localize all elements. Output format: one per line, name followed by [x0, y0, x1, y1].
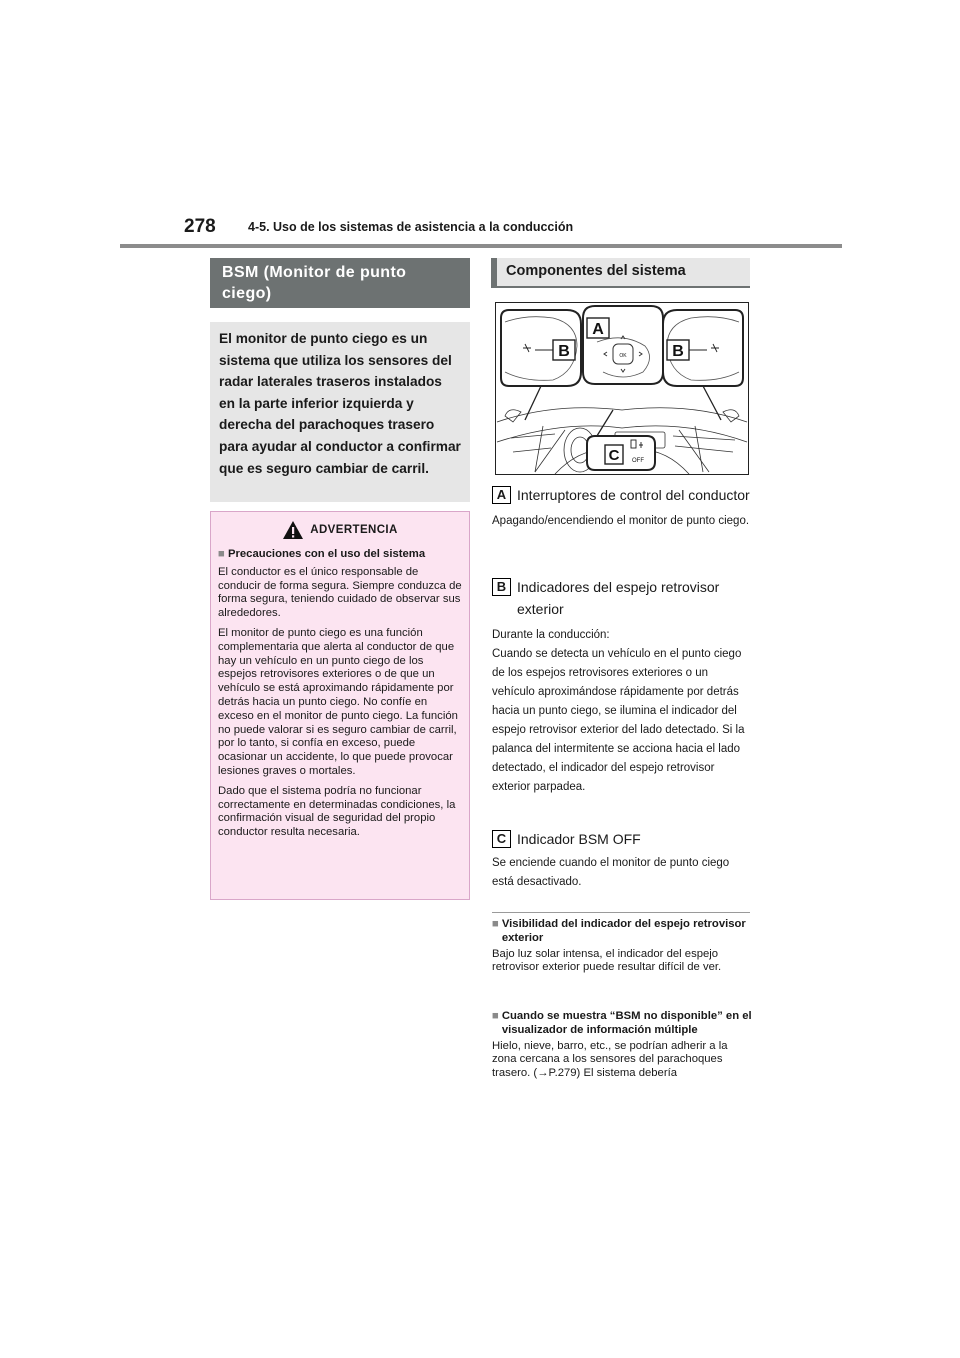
warning-box — [210, 511, 470, 900]
item-c — [492, 828, 752, 892]
section-title: 4-5. Uso de los sistemas de asistencia a la conducción — [248, 220, 574, 234]
item-b-title: Indicadores del espejo retrovisor exterior — [517, 579, 720, 617]
item-c-desc-block — [492, 854, 752, 892]
diagram-label-b-right: B — [672, 343, 684, 360]
page-number: 278 — [184, 216, 216, 237]
components-heading: Componentes del sistema — [491, 258, 750, 288]
item-b-title-row — [492, 576, 752, 620]
note-visibility-heading-row — [492, 918, 752, 946]
square-bullet-icon: ■ — [492, 1010, 499, 1022]
note-unavailable-heading: Cuando se muestra “BSM no disponible” en el visualizador de información múltiple — [501, 1010, 752, 1036]
warning-subheading-text: Precauciones con el uso del sistema — [227, 548, 426, 560]
warning-label: ADVERTENCIA — [310, 524, 398, 536]
diagram-label-a: A — [592, 321, 604, 338]
item-c-title-row — [492, 828, 752, 850]
bsm-heading: BSM (Monitor de punto ciego) — [210, 258, 470, 308]
warning-paragraph: El monitor de punto ciego es una función complementaria que alerta al conductor de que hay un vehículo en un punto ciego de los espejos retrovisores exteriores o de que un vehículo se está aproximando rápidamente por detrás hacia un punto ciego. No confíe en exceso en el monitor de punto ciego. La función no puede valorar si es seguro cambiar de carril, por lo tanto, si confía en exceso, puede ocasionar un accidente, lo que puede provocar lesiones graves o mortales. — [218, 626, 458, 777]
note-unavailable — [492, 1010, 752, 1081]
note-visibility — [492, 918, 752, 975]
system-components-diagram — [495, 302, 749, 475]
item-c-letter-box: C — [492, 830, 511, 848]
diagram-label-c: C — [608, 447, 620, 464]
warning-body — [211, 544, 469, 840]
note-visibility-text: Bajo luz solar intensa, el indicador del espejo retrovisor exterior puede resultar difícil de ver. — [492, 947, 722, 974]
intro-box: El monitor de punto ciego es un sistema que utiliza los sensores del radar laterales traseros instalados en la parte inferior izquierda y derecha del parachoques trasero para ayudar al conductor a confirmar que es seguro cambiar de carril. — [210, 322, 470, 502]
item-c-title: Indicador BSM OFF — [517, 831, 641, 847]
item-c-desc: Se enciende cuando el monitor de punto ciego está desactivado. — [492, 857, 730, 888]
item-b-desc-block — [492, 626, 752, 797]
square-bullet-icon: ■ — [218, 548, 225, 560]
warning-paragraph: Dado que el sistema podría no funcionar correctamente en determinadas condiciones, la confirmación visual de seguridad del propio conductor resulta necesaria. — [218, 784, 456, 839]
item-a-desc-block — [492, 512, 752, 531]
item-b — [492, 576, 752, 797]
item-b-letter-box: B — [492, 578, 511, 596]
note-unavailable-text: Hielo, nieve, barro, etc., se podrían adherir a la zona cercana a los sensores del parachoques trasero. (→P.279) El sistema debería — [492, 1039, 728, 1080]
warning-header — [211, 516, 469, 544]
notes-divider — [492, 912, 750, 913]
square-bullet-icon: ■ — [492, 918, 499, 930]
item-a-letter-box: A — [492, 486, 511, 504]
warning-subheading — [218, 548, 463, 562]
item-a-desc: Apagando/encendiendo el monitor de punto ciego. — [492, 515, 750, 527]
warning-triangle-icon — [282, 520, 304, 540]
diagram-off-label: OFF — [632, 458, 644, 464]
note-unavailable-heading-row — [492, 1010, 752, 1038]
diagram-label-b-left: B — [558, 343, 570, 360]
item-a-title-row — [492, 484, 752, 506]
note-visibility-heading: Visibilidad del indicador del espejo retrovisor exterior — [501, 918, 746, 944]
item-a-title: Interruptores de control del conductor — [517, 487, 750, 503]
item-b-desc-intro: Durante la conducción: — [492, 629, 610, 641]
item-a — [492, 484, 752, 531]
diagram-ok-label: OK — [619, 353, 627, 359]
header-rule — [120, 244, 842, 248]
warning-paragraph: El conductor es el único responsable de conducir de forma segura. Siempre conduzca de forma segura, teniendo cuidado de observar sus alrededores. — [218, 565, 462, 620]
item-b-desc: Cuando se detecta un vehículo en el punto ciego de los espejos retrovisores exteriores o un vehículo aproximándose rápidamente por detrás hacia un punto ciego, se ilumina el indicador del espejo retrovisor exterior del lado detectado. Si la palanca del intermitente se acciona hacia el lado detectado, el indicador del espejo retrovisor exterior parpadea. — [492, 648, 745, 793]
